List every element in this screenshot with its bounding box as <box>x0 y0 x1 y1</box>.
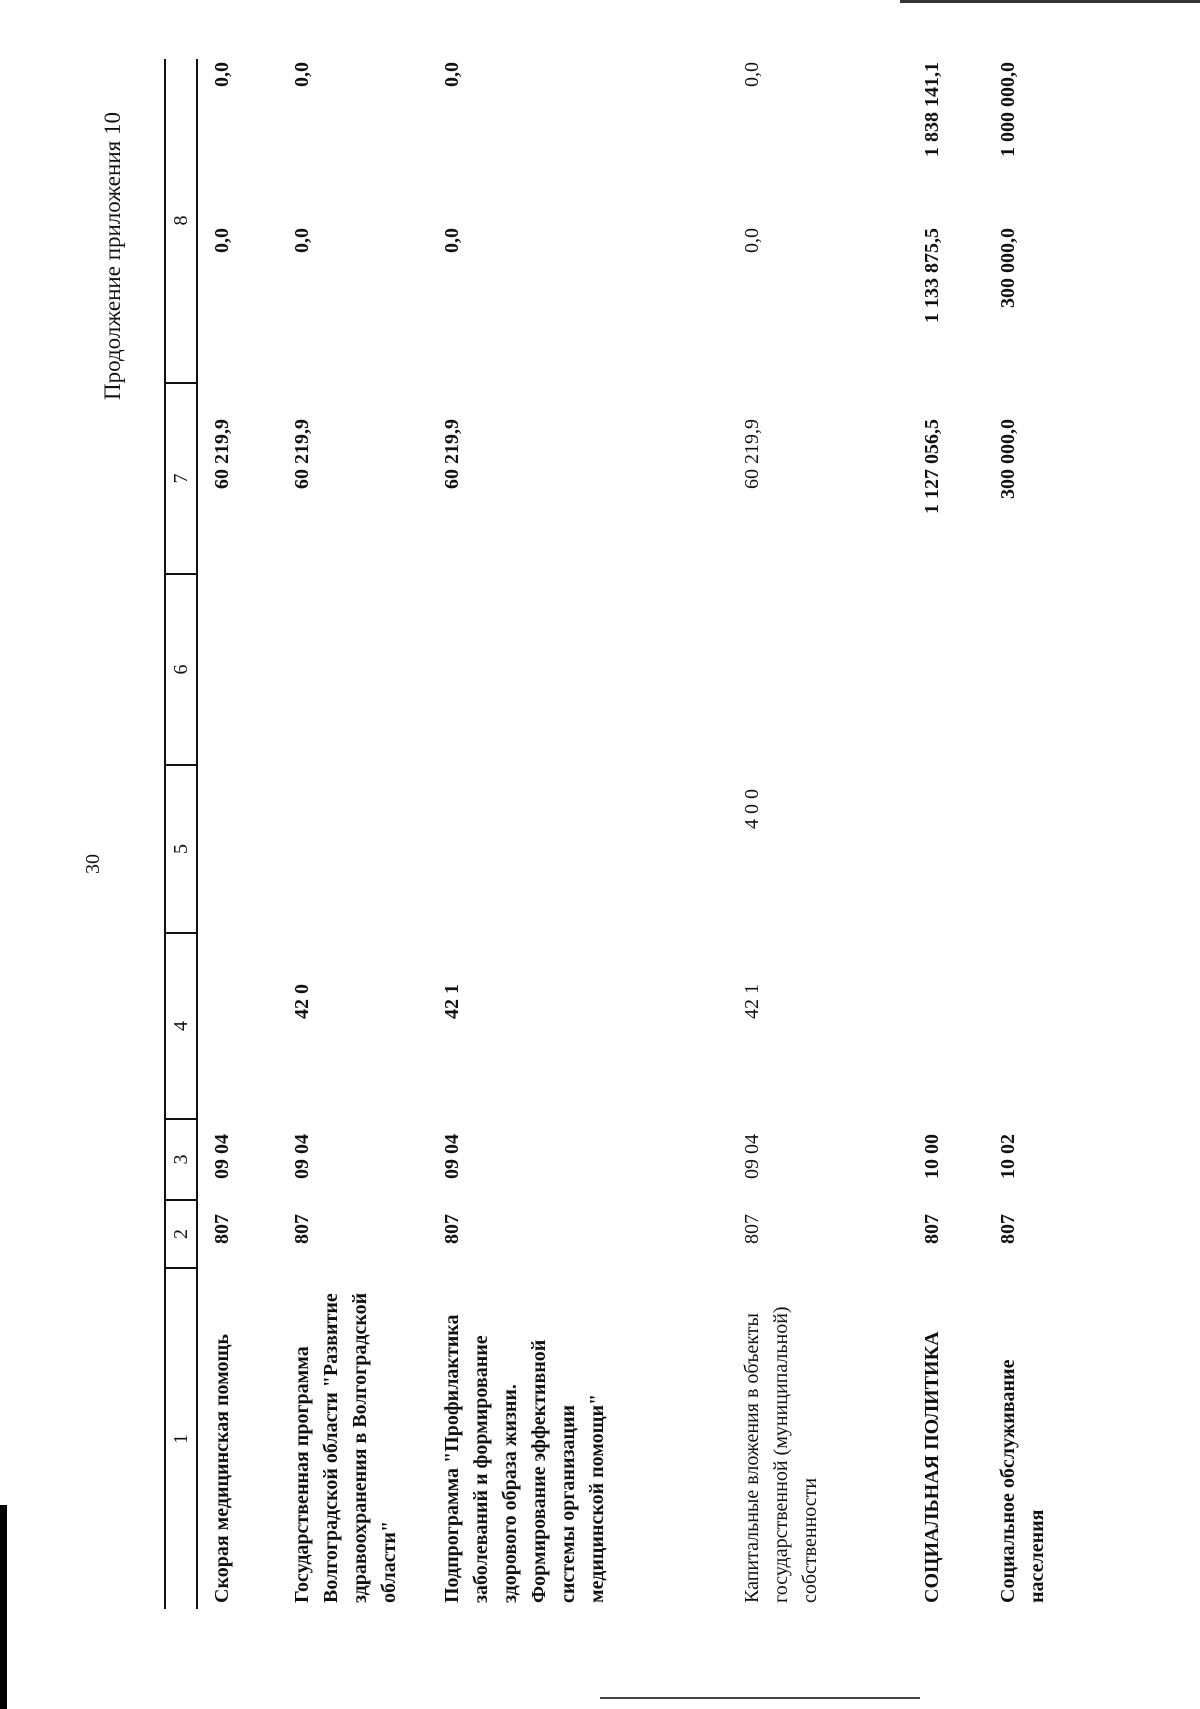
cell-c2: 807 <box>997 1214 1019 1244</box>
cell-c6: 60 219,9 <box>441 419 463 489</box>
cell-c6: 60 219,9 <box>291 419 313 489</box>
cell-c3: 09 04 <box>211 1134 233 1179</box>
cell-c2: 807 <box>211 1214 233 1244</box>
cell-c3: 10 02 <box>997 1134 1019 1179</box>
column-header: 1 <box>170 1434 192 1444</box>
column-header: 6 <box>170 664 192 675</box>
cell-c5: 4 0 0 <box>741 789 763 829</box>
column-header: 3 <box>170 1154 192 1165</box>
cell-c3: 09 04 <box>441 1134 463 1179</box>
row-name: Государственная программа Волгоградской области "Развитие здравоохранения в Волгоградской области" <box>291 1292 400 1603</box>
cell-c8: 0,0 <box>441 62 463 87</box>
page-number: 30 <box>82 854 104 874</box>
cell-c8: 0,0 <box>741 62 763 87</box>
row-name: Капитальные вложения в объекты государственной (муниципальной) собственности <box>741 1306 821 1603</box>
cell-c2: 807 <box>291 1214 313 1244</box>
cell-c2: 807 <box>741 1214 763 1244</box>
cell-c7: 0,0 <box>741 228 763 253</box>
cell-c4: 42 0 <box>291 984 313 1019</box>
row-name: СОЦИАЛЬНАЯ ПОЛИТИКА <box>921 1331 943 1603</box>
cell-c8: 0,0 <box>211 62 233 87</box>
budget-table <box>164 59 1048 1609</box>
continuation-caption: Продолжение приложения 10 <box>100 112 125 400</box>
cell-c3: 10 00 <box>921 1134 943 1179</box>
row-name: Скорая медицинская помощь <box>211 1334 233 1603</box>
column-header: 8 <box>170 215 192 226</box>
column-header: 4 <box>170 1021 192 1031</box>
row-name: Социальное обслуживание населения <box>997 1359 1048 1603</box>
cell-c8: 1 838 141,1 <box>921 62 943 157</box>
cell-c6: 60 219,9 <box>741 419 763 489</box>
cell-c8: 1 000 000,0 <box>997 62 1019 157</box>
cell-c7: 300 000,0 <box>997 228 1019 308</box>
row-name: Подпрограмма "Профилактика заболеваний и формирование здорового образа жизни. Формирование эффективной системы организации медицинской помощи" <box>441 1314 608 1603</box>
cell-c6: 300 000,0 <box>997 419 1019 499</box>
cell-c4: 42 1 <box>441 984 463 1019</box>
cell-c2: 807 <box>921 1214 943 1244</box>
column-header: 5 <box>170 844 192 854</box>
cell-c2: 807 <box>441 1214 463 1244</box>
cell-c7: 1 133 875,5 <box>921 228 943 323</box>
cell-c6: 60 219,9 <box>211 419 233 489</box>
column-header: 2 <box>170 1229 192 1239</box>
cell-c3: 09 04 <box>741 1134 763 1179</box>
cell-c8: 0,0 <box>291 62 313 87</box>
column-header: 7 <box>170 473 192 484</box>
cell-c4: 42 1 <box>741 984 763 1019</box>
cell-c7: 0,0 <box>441 228 463 253</box>
cell-c3: 09 04 <box>291 1134 313 1179</box>
cell-c7: 0,0 <box>211 228 233 253</box>
cell-c6: 1 127 056,5 <box>921 419 943 514</box>
cell-c7: 0,0 <box>291 228 313 253</box>
